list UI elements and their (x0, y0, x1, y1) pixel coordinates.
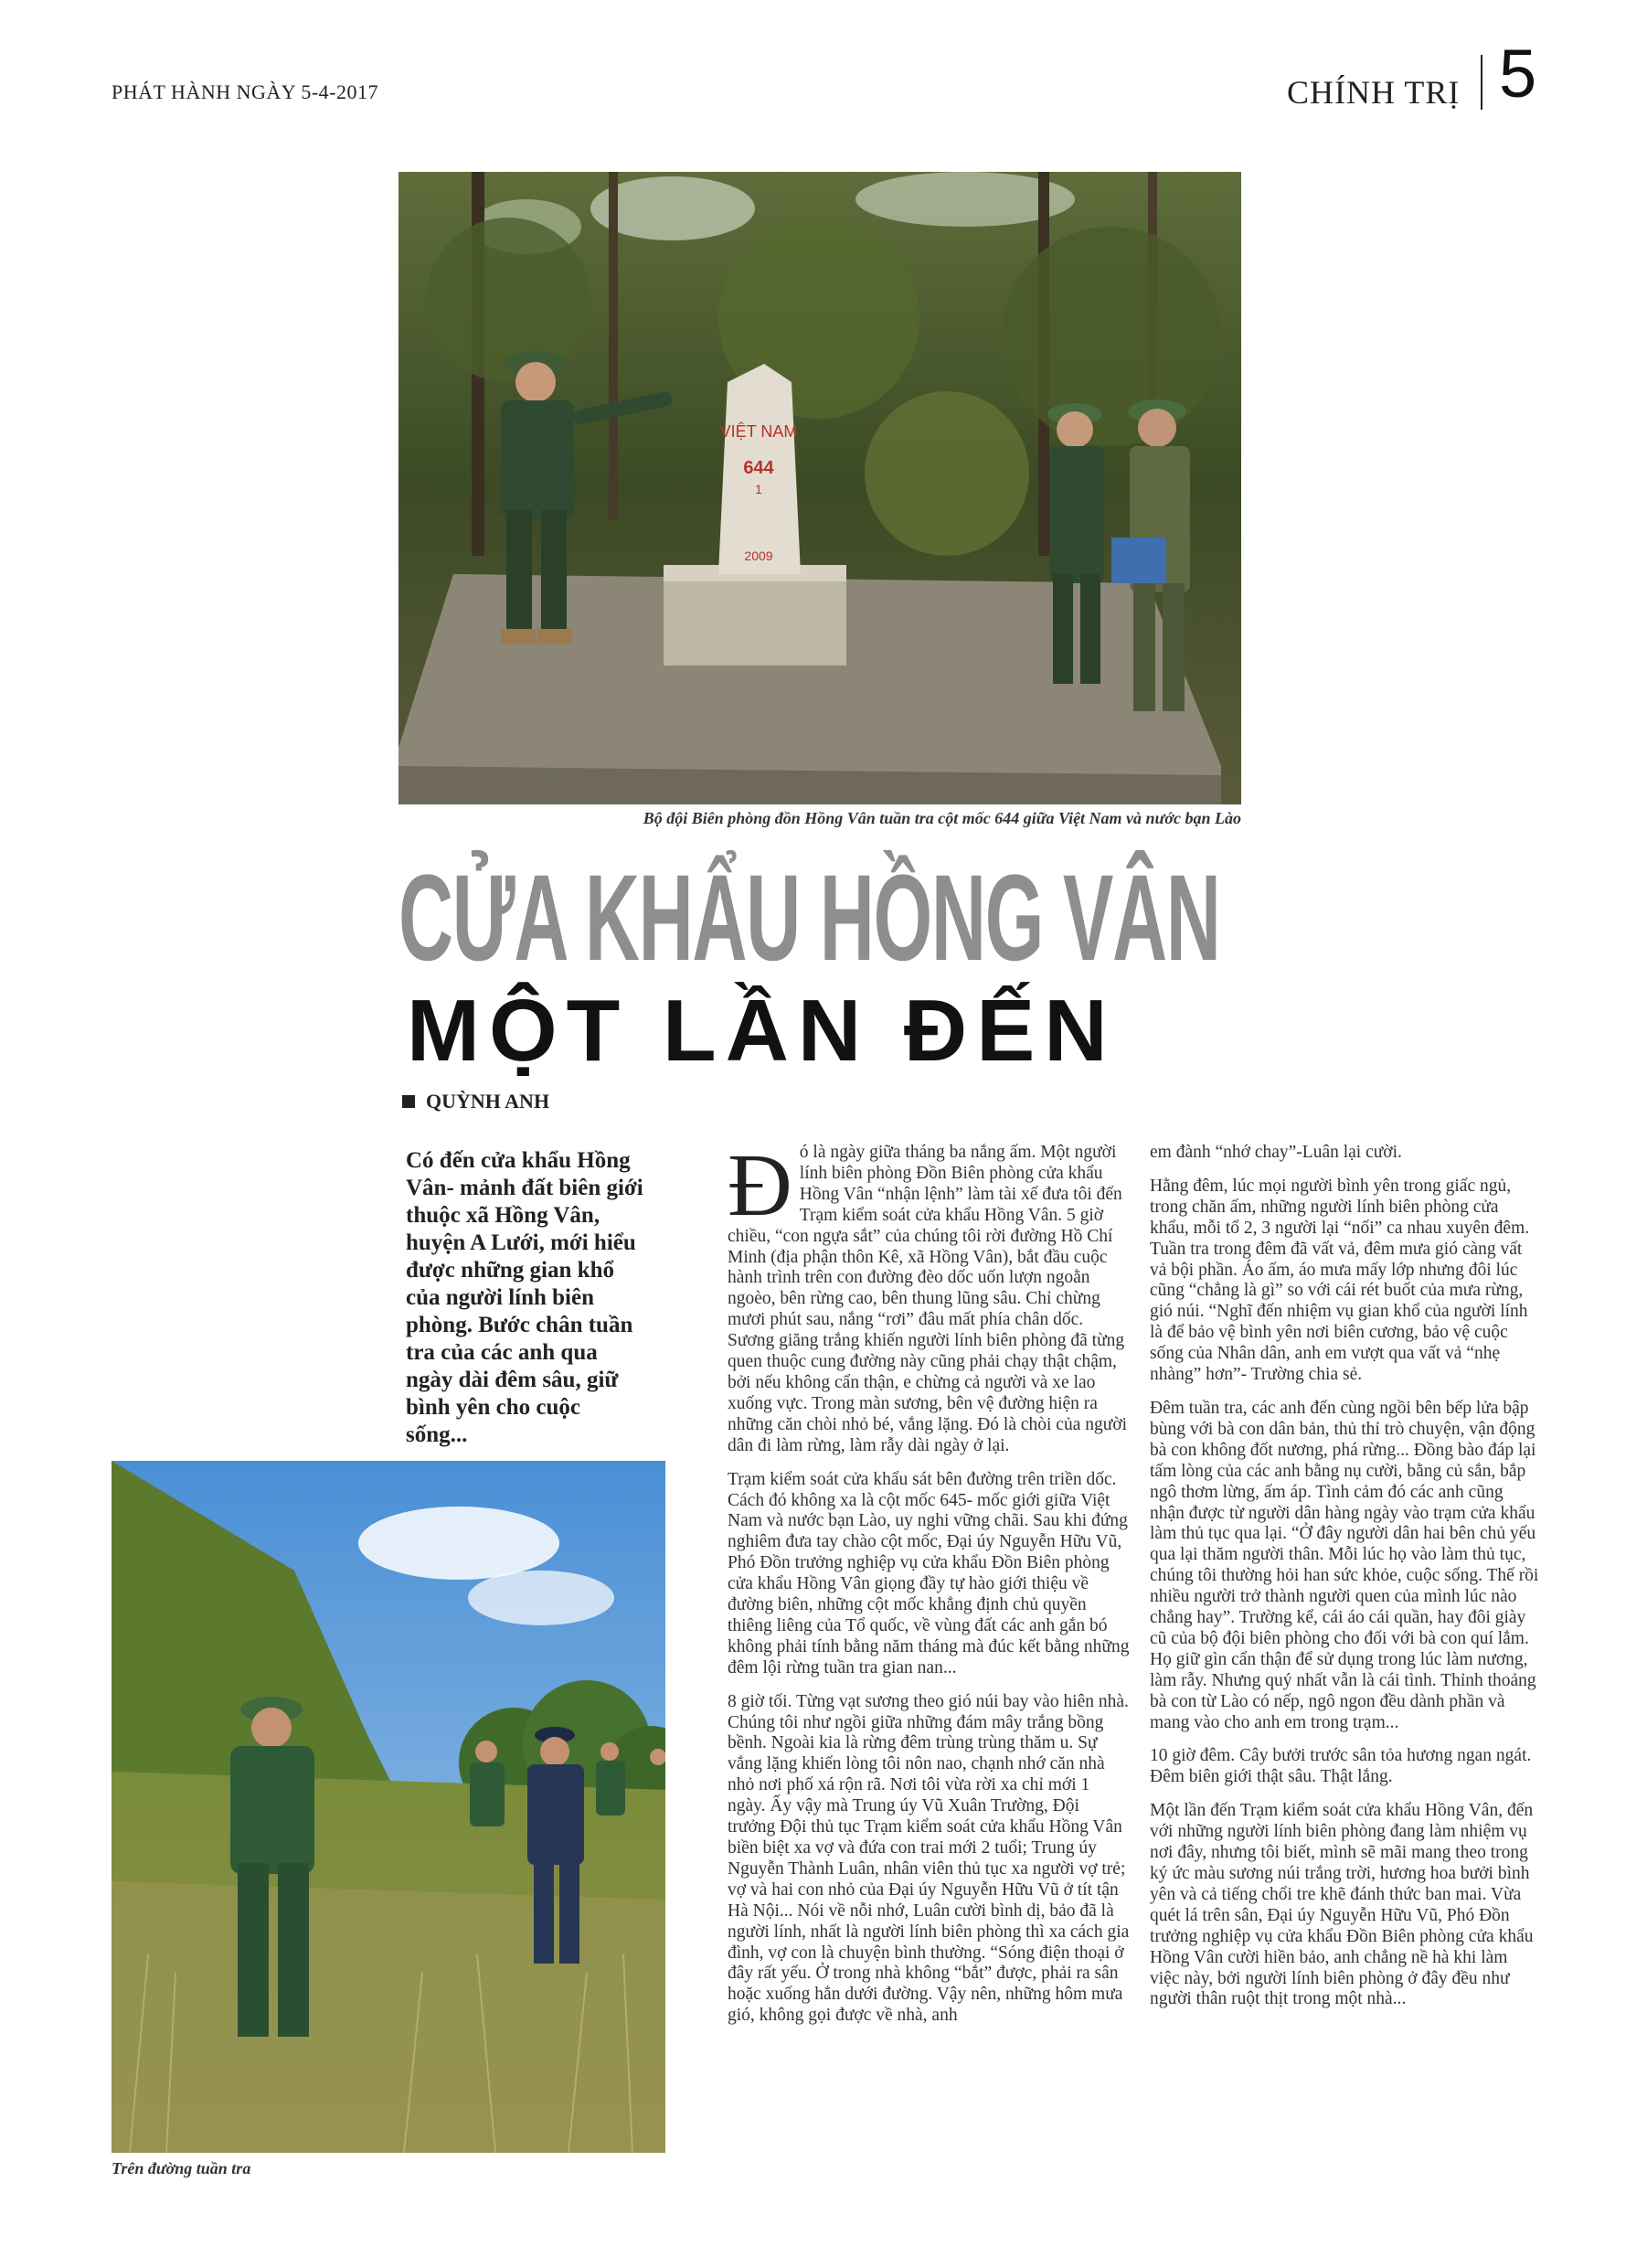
article-paragraph: 8 giờ tối. Từng vạt sương theo gió núi bay vào hiên nhà. Chúng tôi như ngồi giữa những đám mây trắng bồng bềnh. Ngoài kia là rừng đêm trùng trùng thăm u. Sự vắng lặng khiến lòng tôi nôn nao, chạnh nhớ căn nhà nhỏ nơi phố xá rộn rã. Nơi tôi vừa rời xa chỉ mới 1 ngày. Ấy vậy mà Trung úy Vũ Xuân Trường, Đội trưởng Đội thủ tục Trạm kiểm soát cửa khẩu Hồng Vân biền biệt xa vợ và đứa con trai mới 2 tuổi; Trung úy Nguyễn Thành Luân, nhân viên thủ tục xa người vợ trẻ; vợ và hai con nhỏ của Đại úy Nguyễn Hữu Vũ ở tít tận Hà Nội... Nói về nỗi nhớ, Luân cười bình dị, bảo đã là người lính, nhất là người lính biên phòng thì xa cách gia đình, vợ con là chuyện bình thường. “Sóng điện thoại ở đây rất yếu. Ở trong nhà không “bắt” được, phải ra sân hoặc xuống hẳn dưới đường. Vậy nên, những hôm mưa gió, không gọi được về nhà, anh (728, 1691, 1130, 2026)
issue-date: PHÁT HÀNH NGÀY 5-4-2017 (112, 80, 378, 103)
marker-text-year: 2009 (744, 548, 773, 563)
article-paragraph: Một lần đến Trạm kiểm soát cửa khẩu Hồng Vân, đến với những người lính biên phòng đang làm nhiệm vụ nơi đây, nhưng tôi biết, mình sẽ mãi mang theo trong ký ức màu sương núi trắng trời, hương hoa bưởi bình yên và cả tiếng chổi tre khẽ đánh thức ban mai. Vừa quét lá trên sân, Đại úy Nguyễn Hữu Vũ, Phó Đồn trưởng nghiệp vụ cửa khẩu Đồn Biên phòng cửa khẩu Hồng Vân cười hiền bảo, anh chẳng nề hà khi làm việc này, bởi người lính biên phòng ở đây đều như người thân ruột thịt trong một nhà... (1150, 1801, 1534, 2009)
border-marker-photo (398, 172, 1241, 804)
marker-text-sub: 1 (755, 482, 762, 496)
byline-square-icon (402, 1095, 415, 1108)
photo-caption-patrol: Trên đường tuần tra (112, 2159, 251, 2177)
marker-text-country: VIỆT NAM (719, 422, 798, 441)
header-divider (1481, 55, 1482, 110)
headline-line2: MỘT LẦN ĐẾN (407, 982, 1117, 1080)
byline (402, 1090, 549, 1113)
photo-caption-marker: Bộ đội Biên phòng đồn Hồng Vân tuần tra cột mốc 644 giữa Việt Nam và nước bạn Lào (643, 809, 1241, 827)
headline-line1: CỬA KHẨU HỒNG VÂN (398, 850, 1220, 986)
article-paragraph: 10 giờ đêm. Cây bưởi trước sân tỏa hương ngan ngát. Đêm biên giới thật sâu. Thật lắng. (1150, 1746, 1532, 1787)
article-paragraph (728, 1136, 1130, 1457)
article-column-2 (1150, 1143, 1539, 2023)
section-title: CHÍNH TRỊ (1287, 74, 1461, 111)
article-lead: Có đến cửa khẩu Hồng Vân- mảnh đất biên giới thuộc xã Hồng Vân, huyện A Lưới, mới hiểu được những gian khổ của người lính biên phòng. Bước chân tuần tra của các anh qua ngày dài đêm sâu, giữ bình yên cho cuộc sống... (406, 1148, 643, 1447)
patrol-photo (112, 1461, 665, 2153)
article-paragraph: Đêm tuần tra, các anh đến cùng ngồi bên bếp lửa bập bùng với bà con dân bản, thủ thỉ trò chuyện, vận động bà con không đốt nương, phá rừng... Đồng bào đáp lại tấm lòng của các anh bằng nụ cười, bằng củ sắn, bắp ngô thơm lừng, ấm áp. Tình cảm đó các anh cũng nhận được từ người dân hàng ngày vào trạm cửa khẩu làm thủ tục qua lại. “Ở đây người dân hai bên chủ yếu qua lại thăm người thân. Mỗi lúc họ vào làm thủ tục, chúng tôi thường hỏi han sức khỏe, cuộc sống. Thế rồi nhiều người trở thành người quen của mình lúc nào chẳng hay”. Trường kể, cái áo cái quần, hay đôi giày cũ của bộ đội biên phòng cho đối với bà con quí lắm. Họ giữ gìn cẩn thận để sử dụng trong lúc làm nương, làm rẫy. Nhưng quý nhất vẫn là cái tình. Thỉnh thoảng bà con từ Lào có nếp, ngô ngon đều dành phần và mang vào cho anh em trong trạm... (1150, 1398, 1539, 1732)
page-number: 5 (1499, 36, 1537, 112)
article-paragraph: Trạm kiểm soát cửa khẩu sát bên đường trên triền dốc. Cách đó không xa là cột mốc 645- mốc giới giữa Việt Nam và nước bạn Lào, uy nghi vững chãi. Sau khi đứng nghiêm đưa tay chào cột mốc, Đại úy Nguyễn Hữu Vũ, Phó Đồn trưởng nghiệp vụ cửa khẩu Đồn Biên phòng cửa khẩu Hồng Vân giọng đầy tự hào giới thiệu về đường biên, những cột mốc khẳng định chủ quyền thiêng liêng của Tổ quốc, về vùng đất các anh gắn bó không phải tính bằng năm tháng mà đúc kết bằng những đêm lội rừng tuần tra gian nan... (728, 1469, 1130, 1677)
author-name: QUỲNH ANH (426, 1090, 550, 1113)
article-paragraph: Hằng đêm, lúc mọi người bình yên trong giấc ngủ, trong chăn ấm, những người lính biên phòng cửa khẩu, mỗi tổ 2, 3 người lại “nối” ca nhau xuyên đêm. Tuần tra trong đêm đã vất vả, đêm mưa gió càng vất vả bội phần. Áo ấm, áo mưa mấy lớp nhưng đôi lúc cũng “chẳng là gì” so với cái rét buốt của mưa rừng, gió núi. “Nghĩ đến nhiệm vụ gian khổ của người lính là để bảo vệ bình yên nơi biên cương, bảo vệ cuộc sống của Nhân dân, anh em vượt qua vất vả “nhẹ nhàng” hơn”- Trường chia sẻ. (1150, 1176, 1530, 1385)
article-paragraph: em đành “nhớ chay”-Luân lại cười. (1150, 1143, 1402, 1162)
paragraph-text: ó là ngày giữa tháng ba nắng ấm. Một người lính biên phòng Đồn Biên phòng cửa khẩu Hồng Vân “nhận lệnh” làm tài xế đưa tôi đến Trạm kiểm soát cửa khẩu Hồng Vân. 5 giờ chiều, “con ngựa sắt” của chúng tôi rời đường Hồ Chí Minh (địa phận thôn Kê, xã Hồng Vân), bắt đầu cuộc hành trình trên con đường đèo dốc uốn lượn ngoằn ngoèo, bên rừng cao, bên thung lũng sâu. Chỉ chừng mươi phút sau, nắng “rơi” đâu mất phía chân dốc. Sương giăng trắng khiến người lính biên phòng đã từng quen thuộc cung đường này cũng phải chạy thật chậm, bởi nếu không cẩn thận, e chừng cả người và xe lao xuống vực. Trong màn sương, bên vệ đường hiện ra những căn chòi nhỏ bé, vắng lặng. Đó là chòi của người dân đi làm rừng, làm rẫy dài ngày ở lại. (728, 1143, 1128, 1455)
drop-cap: Đ (728, 1136, 792, 1235)
marker-text-number: 644 (743, 458, 774, 478)
article-column-1 (728, 1136, 1130, 2039)
